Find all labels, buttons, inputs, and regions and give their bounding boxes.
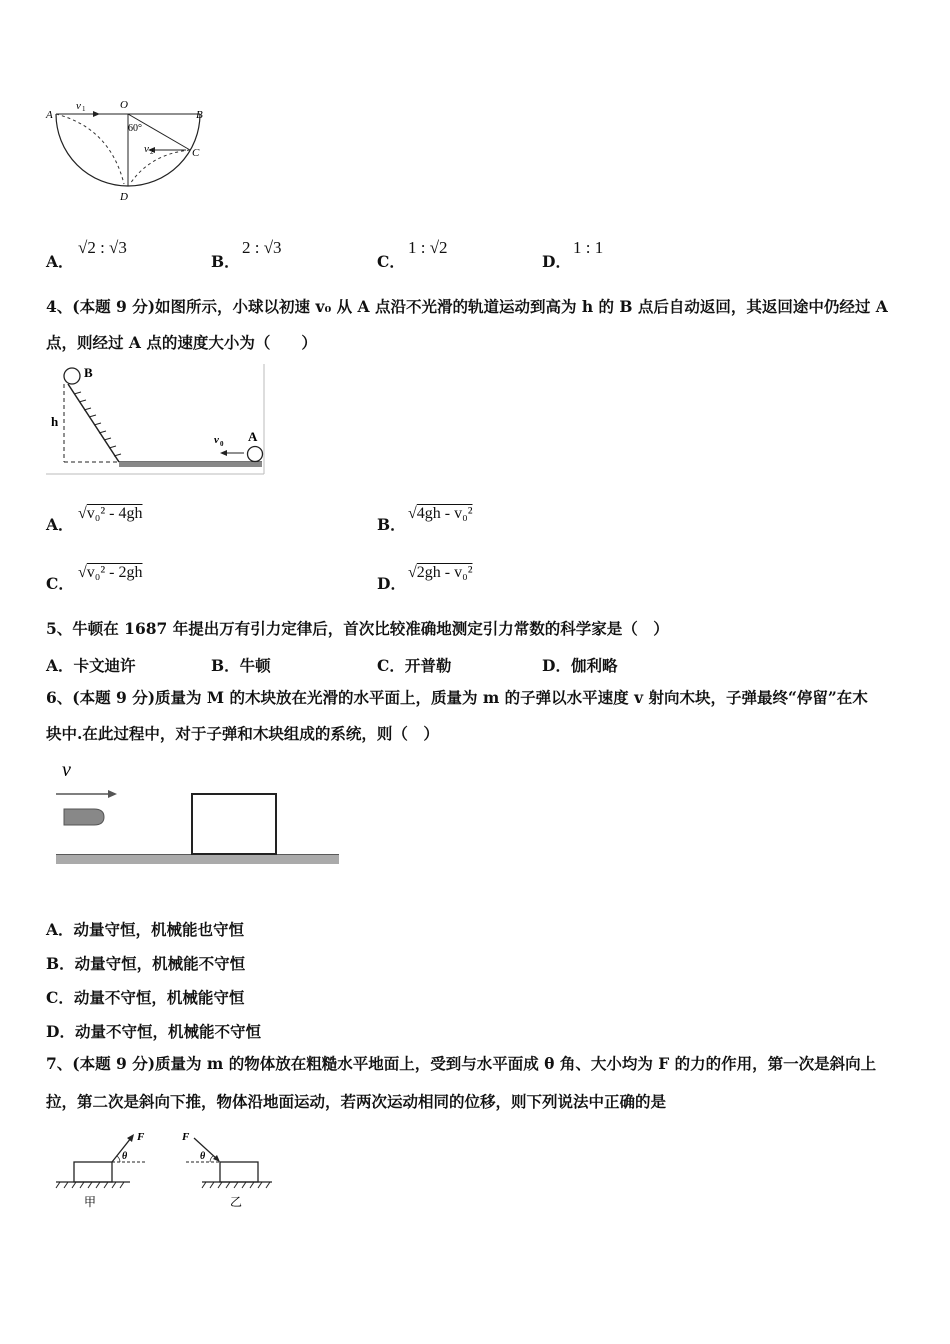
q4-option-a: A． — [46, 515, 74, 534]
option-letter: B． — [211, 252, 240, 271]
q4-option-b: B． — [377, 515, 406, 534]
label-v0-sub: 0 — [220, 440, 224, 448]
q4-option-a-expr: √v₀² - 4gh — [78, 505, 143, 522]
q6-option-b — [46, 952, 245, 974]
label-v: v — [62, 759, 71, 781]
option-letter: A． — [46, 656, 74, 675]
label-jia: 甲 — [84, 1195, 97, 1209]
label-v2: v — [144, 143, 149, 155]
q4-stem-line1: (本题 9 分)如图所示，小球以初速 v₀ 从 A 点沿不光滑的轨道运动到高为 h 的 B 点后自动返回，其返回途中仍经过 A — [72, 297, 888, 316]
q4-line1 — [46, 297, 888, 317]
label-A: A — [46, 109, 53, 121]
label-B: B — [196, 109, 203, 121]
label-v2-sub: 2 — [150, 148, 154, 156]
option-text: 开普勒 — [404, 656, 452, 675]
label-F-jia: F — [137, 1131, 145, 1143]
option-text: 动量不守恒，机械能不守恒 — [74, 1022, 261, 1041]
option-letter: B． — [46, 954, 75, 973]
label-O: O — [120, 99, 128, 111]
label-yi: 乙 — [230, 1195, 243, 1209]
q5-option-a — [46, 654, 136, 676]
q4-number: 4、 — [46, 297, 73, 316]
radicand: v₀² - 4gh — [86, 505, 143, 522]
q3-option-c — [377, 250, 405, 272]
q3-option-a — [46, 250, 74, 272]
q3-option-a-expr: √2 : √3 — [78, 238, 127, 257]
q3-option-b-expr: 2 : √3 — [242, 238, 282, 257]
q4-option-c: C． — [46, 574, 74, 593]
label-B: B — [84, 365, 93, 380]
option-text: 动量守恒，机械能也守恒 — [73, 920, 245, 939]
q4-option-b-expr: √4gh - v₀² — [408, 505, 473, 522]
q7-line2: 拉，第二次是斜向下推，物体沿地面运动，若两次运动相同的位移，则下列说法中正确的是 — [46, 1092, 667, 1111]
q6-option-a — [46, 918, 244, 940]
label-C: C — [192, 147, 200, 159]
q5-option-b — [211, 654, 271, 676]
label-angle: 60° — [128, 123, 142, 134]
option-text: 卡文迪许 — [73, 656, 136, 675]
label-D: D — [120, 191, 128, 203]
option-letter: A． — [46, 252, 74, 271]
q6-line2: 块中.在此过程中，对于子弹和木块组成的系统，则（ ） — [46, 724, 439, 743]
q3-option-d-expr: 1 : 1 — [573, 238, 604, 257]
force-figures — [54, 1124, 279, 1214]
option-text: 伽利略 — [570, 656, 618, 675]
label-theta-jia: θ — [122, 1151, 128, 1162]
ramp-figure — [44, 362, 268, 476]
q5-option-d — [542, 654, 617, 676]
label-v0: v — [214, 434, 219, 446]
option-text: 牛顿 — [239, 656, 271, 675]
q6-option-c — [46, 986, 244, 1008]
radicand: 4gh - v₀² — [416, 505, 473, 522]
q6-line1: 6、(本题 9 分)质量为 M 的木块放在光滑的水平面上，质量为 m 的子弹以水平速度 v 射向木块，子弹最终“停留”在木 — [46, 688, 868, 707]
q4-option-d-expr: √2gh - v₀² — [408, 564, 473, 581]
q5-stem: 5、牛顿在 1687 年提出万有引力定律后，首次比较准确地测定引力常数的科学家是（ ） — [46, 619, 669, 638]
option-letter: D． — [542, 252, 571, 271]
option-letter: C． — [46, 988, 74, 1007]
bullet-block-figure — [54, 758, 344, 870]
q7-line1: 7、(本题 9 分)质量为 m 的物体放在粗糙水平地面上，受到与水平面成 θ 角、大小均为 F 的力的作用，第一次是斜向上 — [46, 1054, 877, 1073]
option-text: 动量守恒，机械能不守恒 — [74, 954, 246, 973]
option-letter: D． — [542, 656, 571, 675]
option-letter: C． — [377, 656, 405, 675]
option-letter: B． — [211, 656, 240, 675]
q6-option-d — [46, 1020, 261, 1042]
q5-option-c — [377, 654, 451, 676]
q3-option-c-expr: 1 : √2 — [408, 238, 448, 257]
q4-option-d: D． — [377, 574, 406, 593]
label-A: A — [248, 429, 258, 444]
label-theta-yi: θ — [200, 1151, 206, 1162]
option-letter: A． — [46, 920, 74, 939]
label-F-yi: F — [182, 1131, 190, 1143]
option-letter: D． — [46, 1022, 75, 1041]
q4-option-c-expr: √v₀² - 2gh — [78, 564, 143, 581]
label-v1-sub: 1 — [82, 105, 86, 113]
q3-option-b — [211, 250, 240, 272]
q4-line2: 点，则经过 A 点的速度大小为（ ） — [46, 333, 317, 352]
option-text: 动量不守恒，机械能守恒 — [73, 988, 245, 1007]
semicircle-figure — [40, 98, 215, 206]
label-h: h — [51, 414, 59, 429]
option-letter: C． — [377, 252, 405, 271]
radicand: v₀² - 2gh — [86, 564, 143, 581]
label-v1: v — [76, 100, 81, 112]
q3-option-d — [542, 250, 571, 272]
radicand: 2gh - v₀² — [416, 564, 473, 581]
